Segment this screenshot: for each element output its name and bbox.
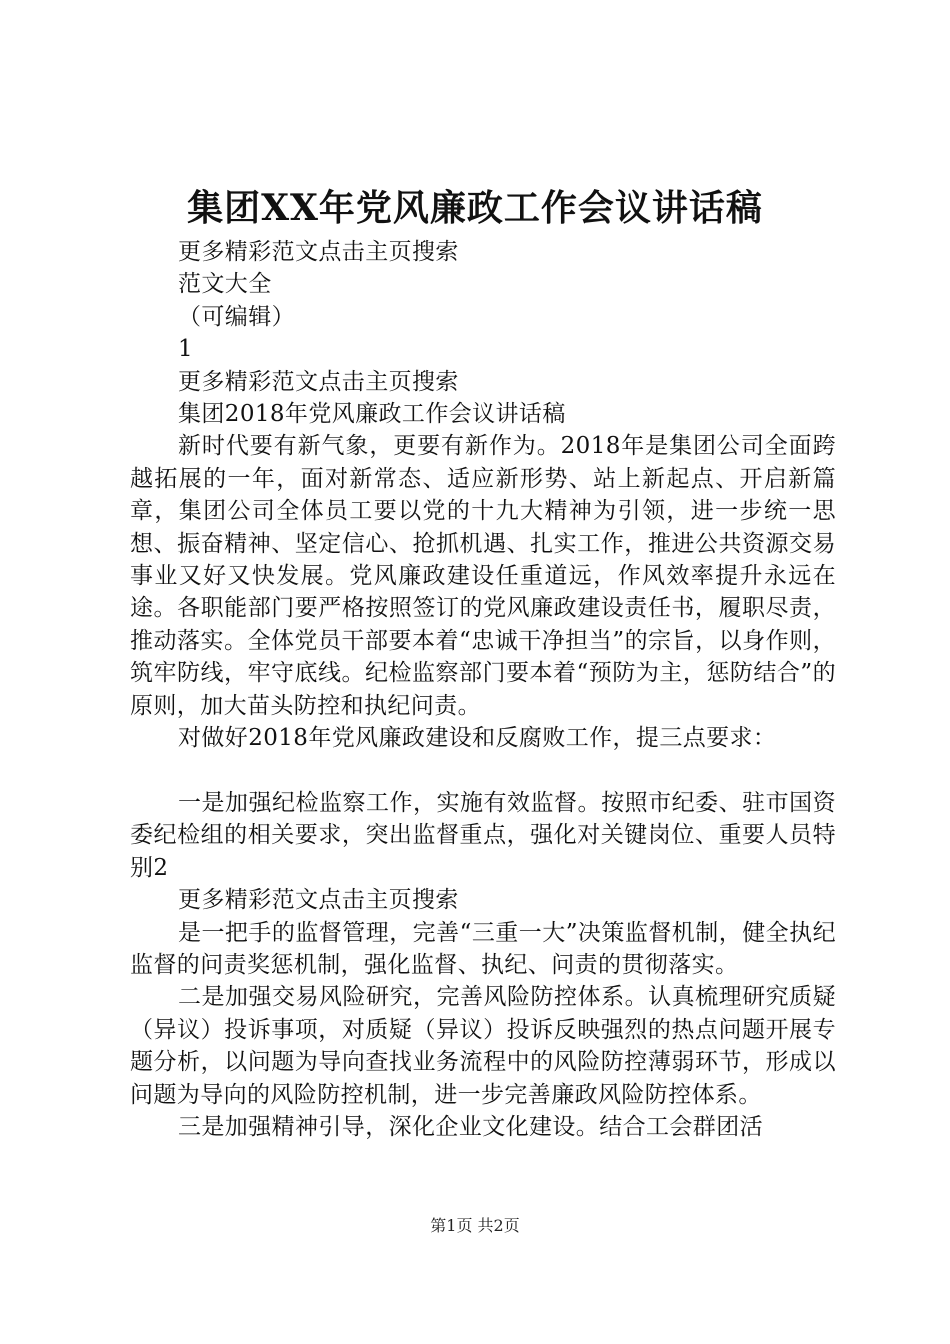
page-marker: 1 xyxy=(178,336,194,363)
promo-line: 更多精彩范文点击主页搜索 xyxy=(178,239,459,265)
promo-line: 更多精彩范文点击主页搜索 xyxy=(178,368,459,395)
paragraph: 三是加强精神引导，深化企业文化建设。结合工会群团活 xyxy=(178,1113,763,1140)
document-body xyxy=(130,236,836,1143)
document-title: 集团XX年党风廉政工作会议讲话稿 xyxy=(187,187,763,229)
editable-note: （可编辑） xyxy=(178,303,295,330)
paragraph: 一是加强纪检监察工作，实施有效监督。按照市纪委、驻市国资委纪检组的相关要求，突出监督重点，强化对关键岗位、重要人员特别2 xyxy=(130,789,836,881)
blank-line xyxy=(130,755,836,787)
subtitle: 集团2018年党风廉政工作会议讲话稿 xyxy=(178,401,566,428)
paragraph: 二是加强交易风险研究，完善风险防控体系。认真梳理研究质疑（异议）投诉事项，对质疑（异议）投诉反映强烈的热点问题开展专题分析，以问题为导向查找业务流程中的风险防控薄弱环节，形成以问题为导向的风险防控机制，进一步完善廉政风险防控体系。 xyxy=(130,984,836,1108)
promo-line: 更多精彩范文点击主页搜索 xyxy=(178,887,459,914)
source-label: 范文大全 xyxy=(178,271,272,298)
paragraph: 对做好2018年党风廉政建设和反腐败工作，提三点要求： xyxy=(178,725,777,752)
page-footer: 第1页 共2页 xyxy=(430,1216,520,1235)
paragraph: 新时代要有新气象，更要有新作为。2018年是集团公司全面跨越拓展的一年，面对新常态、适应新形势、站上新起点、开启新篇章，集团公司全体员工要以党的十九大精神为引领，进一步统一思想、振奋精神、坚定信心、抢抓机遇、扎实工作，推进公共资源交易事业又好又快发展。党风廉政建设任重道远，作风效率提升永远在途。各职能部门要严格按照签订的党风廉政建设责任书，履职尽责，推动落实。全体党员干部要本着“忠诚干净担当”的宗旨，以身作则，筑牢防线，牢守底线。纪检监察部门要本着“预防为主，惩防结合”的原则，加大苗头防控和执纪问责。 xyxy=(130,433,836,719)
paragraph: 是一把手的监督管理，完善“三重一大”决策监督机制，健全执纪监督的问责奖惩机制，强化监督、执纪、问责的贯彻落实。 xyxy=(130,919,836,978)
